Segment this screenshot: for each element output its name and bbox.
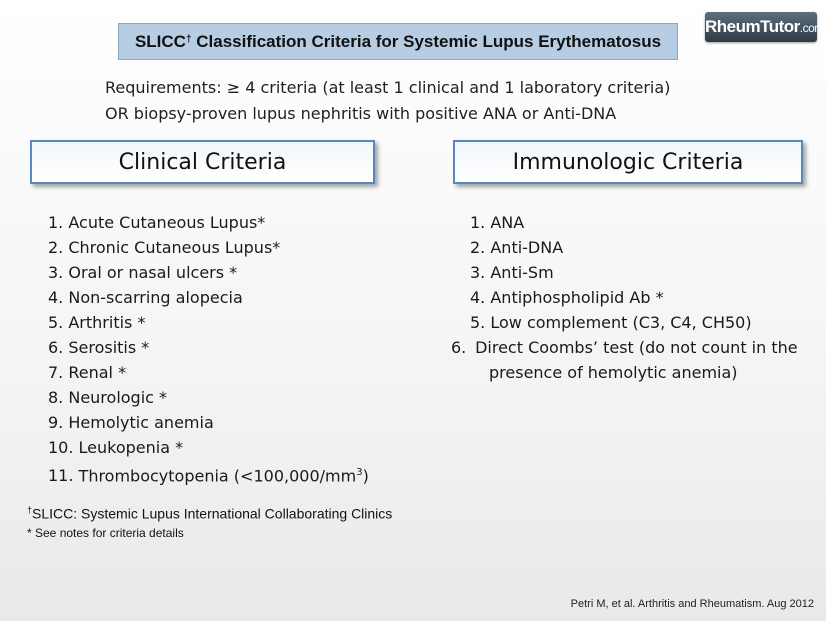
rheumtutor-logo xyxy=(705,12,824,42)
list-item xyxy=(470,235,819,260)
item-text: Anti-DNA xyxy=(485,238,564,257)
list-item xyxy=(48,235,369,260)
item-number: 3. xyxy=(470,263,486,282)
item-number: 1. xyxy=(470,213,486,232)
item-text: Low complement (C3, C4, CH50) xyxy=(485,313,752,332)
logo-main: RheumTutor xyxy=(705,17,800,36)
list-item xyxy=(48,260,369,285)
item-number: 6. xyxy=(48,338,64,357)
item-text: Leukopenia * xyxy=(73,438,184,457)
item-text: Antiphospholipid Ab * xyxy=(485,288,664,307)
item-number: 3. xyxy=(48,263,64,282)
item-number: 8. xyxy=(48,388,64,407)
item-number: 5. xyxy=(48,313,64,332)
requirements-line-1: Requirements: ≥ 4 criteria (at least 1 clinical and 1 laboratory criteria) xyxy=(105,78,671,97)
item-text-after: ) xyxy=(362,466,369,486)
page-title xyxy=(118,23,678,60)
item-text: Hemolytic anemia xyxy=(63,413,214,432)
item-number: 1. xyxy=(48,213,64,232)
item-text: ANA xyxy=(485,213,525,232)
list-item xyxy=(48,410,369,435)
footnotes xyxy=(27,500,392,542)
title-prefix: SLICC xyxy=(134,31,186,51)
immunologic-criteria-list xyxy=(451,210,819,385)
citation: Petri M, et al. Arthritis and Rheumatism. Aug 2012 xyxy=(570,598,814,610)
item-text: Direct Coombs’ test (do not count in the presence of hemolytic anemia) xyxy=(470,338,798,382)
list-item xyxy=(48,435,369,460)
title-rest: Classification Criteria for Systemic Lupus Erythematosus xyxy=(191,31,662,51)
logo-tail: .com xyxy=(799,21,824,35)
item-number: 4. xyxy=(470,288,486,307)
item-number: 10. xyxy=(48,438,74,457)
list-item xyxy=(48,385,369,410)
item-text: Anti-Sm xyxy=(485,263,554,282)
list-item xyxy=(48,460,369,488)
requirements xyxy=(105,75,785,127)
footnote-slicc-text: SLICC: Systemic Lupus International Collaborating Clinics xyxy=(32,505,393,522)
item-text: Thrombocytopenia (<100,000/mm xyxy=(73,466,357,486)
list-item xyxy=(48,335,369,360)
list-item xyxy=(470,285,819,310)
item-superscript: 3 xyxy=(356,467,363,478)
list-item xyxy=(48,310,369,335)
footnote-slicc xyxy=(27,500,392,524)
item-number: 7. xyxy=(48,363,64,382)
list-item: 6. Direct Coombs’ test (do not count in the presence of hemolytic anemia) xyxy=(451,338,798,382)
item-text: Arthritis * xyxy=(63,313,146,332)
item-text: Renal * xyxy=(63,363,127,382)
clinical-criteria-header: Clinical Criteria xyxy=(30,140,375,184)
list-item xyxy=(470,260,819,285)
footnote-dagger: † xyxy=(27,505,33,515)
title-dagger: † xyxy=(185,34,192,45)
item-number: 11. xyxy=(48,466,74,486)
list-item xyxy=(470,310,819,335)
item-text: Oral or nasal ulcers * xyxy=(63,263,238,282)
item-text: Acute Cutaneous Lupus* xyxy=(63,213,266,232)
item-text: Neurologic * xyxy=(63,388,168,407)
item-number: 4. xyxy=(48,288,64,307)
list-item xyxy=(470,210,819,235)
item-number: 9. xyxy=(48,413,64,432)
footnote-asterisk: * See notes for criteria details xyxy=(27,525,184,540)
item-text: Non-scarring alopecia xyxy=(63,288,243,307)
list-item xyxy=(48,285,369,310)
item-number: 2. xyxy=(470,238,486,257)
item-text: Chronic Cutaneous Lupus* xyxy=(63,238,281,257)
item-number: 5. xyxy=(470,313,486,332)
item-text: Serositis * xyxy=(63,338,150,357)
immunologic-criteria-header: Immunologic Criteria xyxy=(453,140,803,184)
list-item xyxy=(48,360,369,385)
list-item xyxy=(48,210,369,235)
item-number: 2. xyxy=(48,238,64,257)
requirements-line-2: OR biopsy-proven lupus nephritis with positive ANA or Anti-DNA xyxy=(105,104,617,123)
clinical-criteria-list xyxy=(48,210,369,488)
